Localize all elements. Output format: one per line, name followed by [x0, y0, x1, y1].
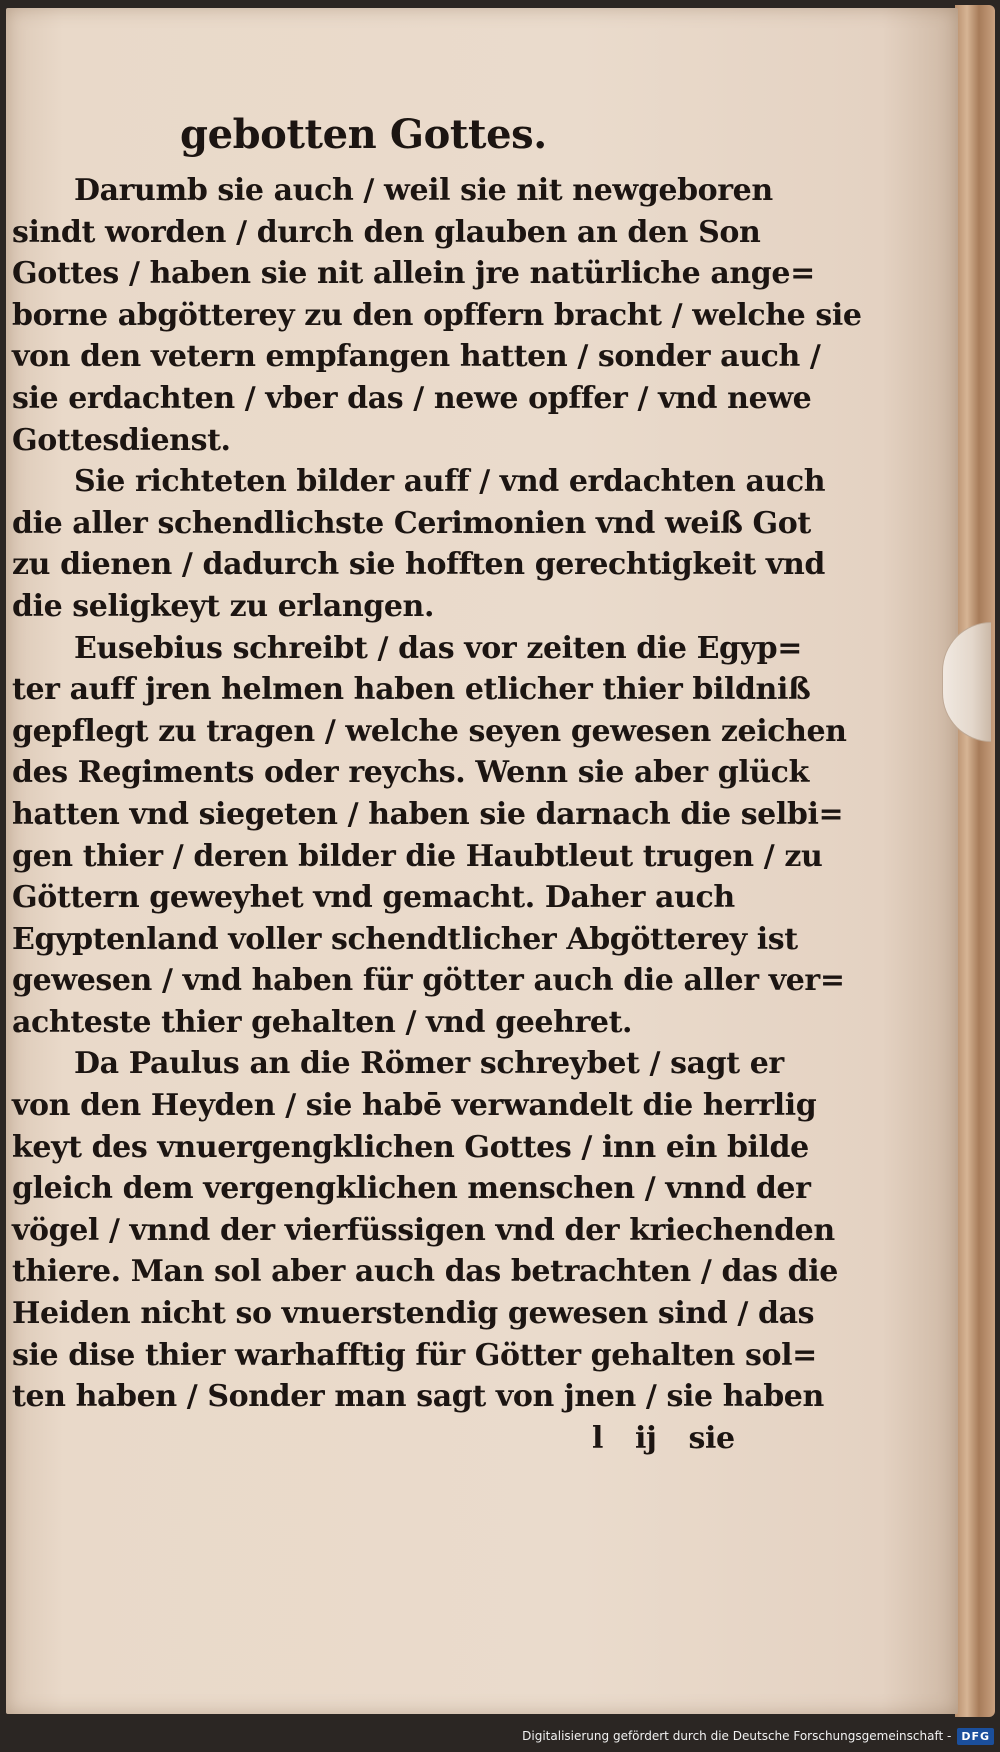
text-line: die seligkeyt zu erlangen.	[12, 588, 435, 624]
text-line: von den vetern empfangen hatten / sonder auch /	[12, 339, 821, 375]
text-line: Darumb sie auch / weil sie nit newgeboren	[74, 173, 773, 208]
text-line: sie erdachten / vber das / newe opffer / vnd newe	[12, 380, 812, 416]
text-line: Göttern geweyhet vnd gemacht. Daher auch	[12, 880, 735, 916]
running-header: gebotten Gottes.	[180, 111, 547, 158]
text-line: hatten vnd siegeten / haben sie darnach die selbi=	[12, 796, 844, 832]
text-line: Gottesdienst.	[12, 422, 231, 458]
text-line: ter auff jren helmen haben etlicher thier bildniß	[12, 672, 811, 708]
text-line: ten haben / Sonder man sagt von jnen / sie haben	[12, 1379, 824, 1415]
text-line: gepflegt zu tragen / welche seyen gewesen zeichen	[12, 713, 847, 749]
text-line: des Regiments oder reychs. Wenn sie aber glück	[12, 755, 809, 791]
text-line: keyt des vnuergengklichen Gottes / inn ein bilde	[12, 1129, 809, 1165]
text-line: Gottes / haben sie nit allein jre natürliche ange=	[12, 256, 815, 292]
signature-catchword: l ij sie	[592, 1420, 735, 1456]
text-line: zu dienen / dadurch sie hofften gerechtigkeit vnd	[12, 547, 825, 583]
text-line: gleich dem vergengklichen menschen / vnnd der	[12, 1171, 811, 1207]
credit-text: Digitalisierung gefördert durch die Deutsche Forschungsgemeinschaft -	[522, 1729, 952, 1743]
text-line: Eusebius schreibt / das vor zeiten die Egyp=	[74, 630, 802, 666]
digitization-credit	[522, 1724, 994, 1748]
text-line: achteste thier gehalten / vnd geehret.	[12, 1004, 633, 1040]
book-page-edges	[955, 5, 995, 1717]
text-line: borne abgötterey zu den opffern bracht / welche sie	[12, 297, 862, 333]
text-line: Heiden nicht so vnuerstendig gewesen sind / das	[12, 1296, 815, 1332]
text-line: gewesen / vnd haben für götter auch die aller ver=	[12, 963, 845, 999]
page-text	[12, 108, 862, 1460]
text-line: Sie richteten bilder auff / vnd erdachten auch	[74, 464, 826, 500]
text-line: die aller schendlichste Cerimonien vnd weiß Got	[12, 505, 811, 541]
dfg-logo: DFG	[957, 1728, 994, 1745]
text-line: von den Heyden / sie habē verwandelt die herrlig	[12, 1088, 817, 1124]
text-line: sindt worden / durch den glauben an den Son	[12, 214, 761, 250]
text-line: Egyptenland voller schendtlicher Abgötterey ist	[12, 921, 798, 957]
text-line: thiere. Man sol aber auch das betrachten / das die	[12, 1254, 838, 1290]
text-line: gen thier / deren bilder die Haubtleut trugen / zu	[12, 838, 823, 874]
text-line: sie dise thier warhafftig für Götter gehalten sol=	[12, 1337, 817, 1373]
text-line: Da Paulus an die Römer schreybet / sagt er	[74, 1046, 784, 1082]
text-line: vögel / vnnd der vierfüssigen vnd der kriechenden	[12, 1212, 835, 1248]
